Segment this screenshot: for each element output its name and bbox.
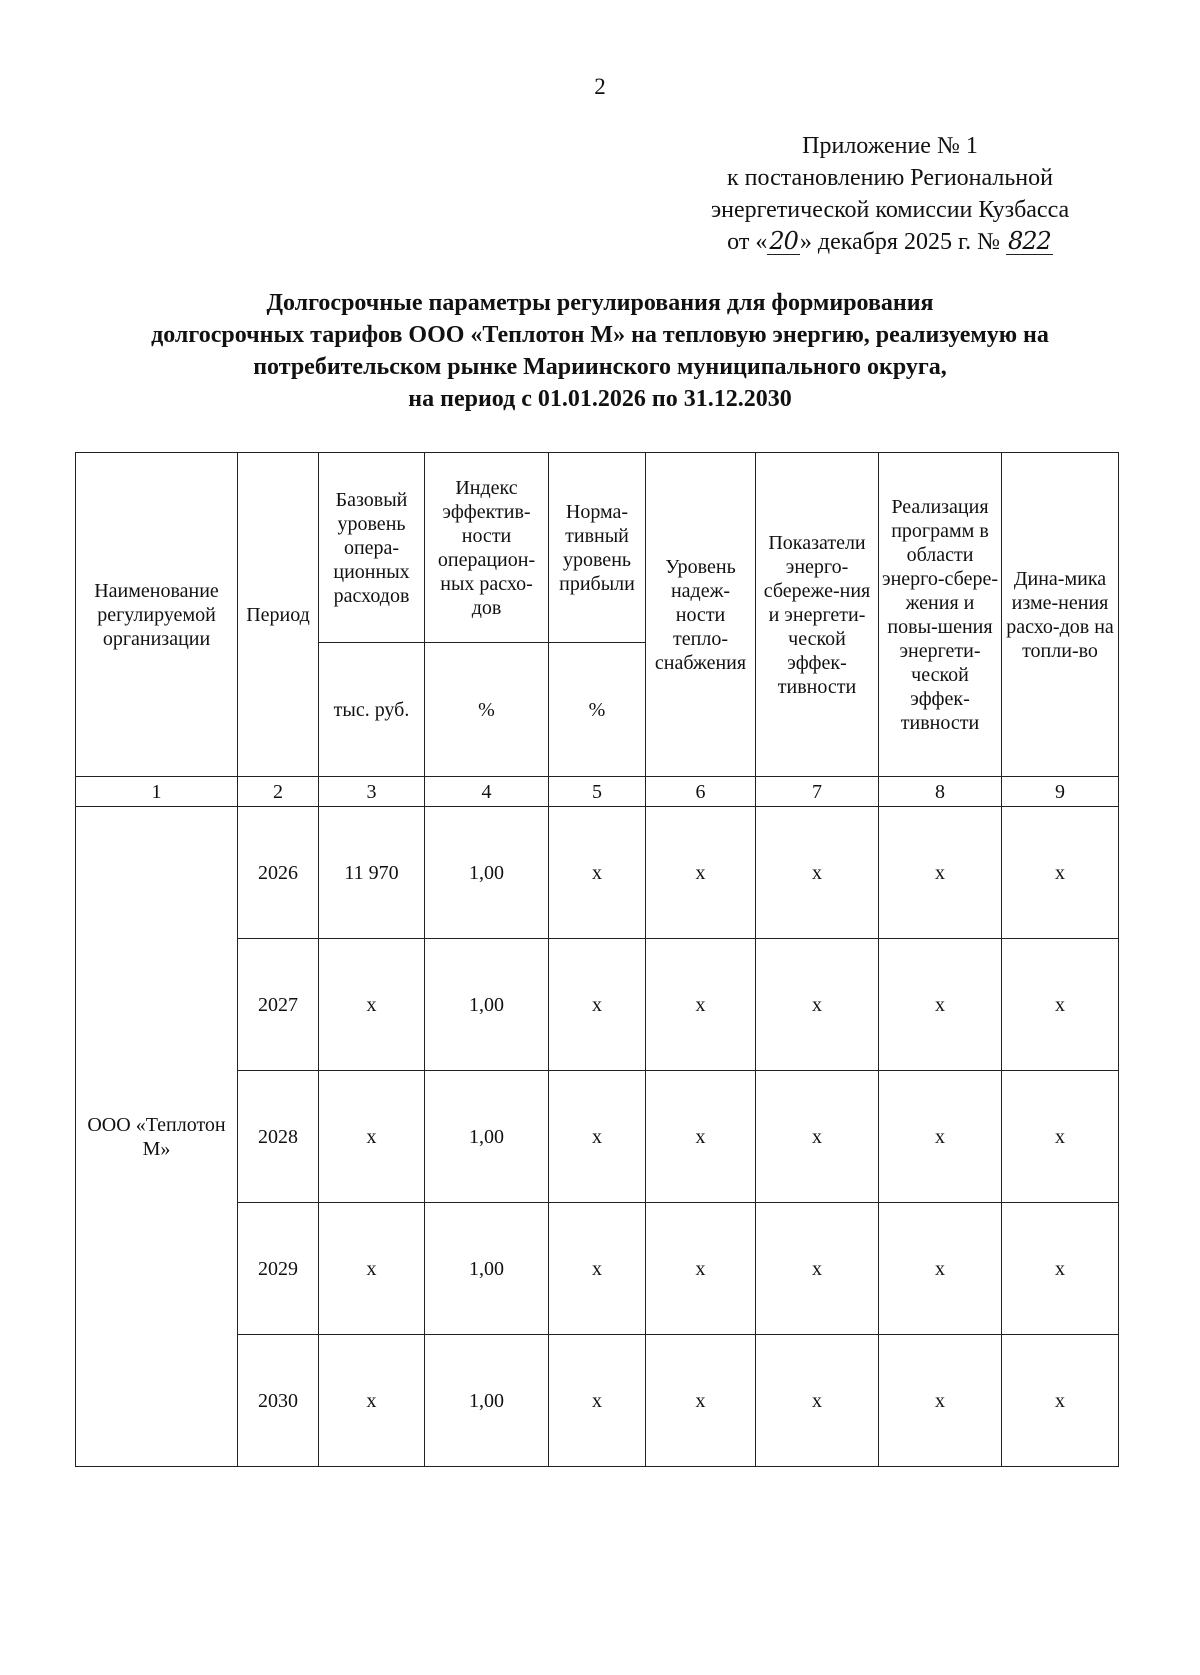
cell-reliability: х (646, 939, 756, 1071)
header-base-opex: Базовый уровень опера-ционных расходов (319, 453, 425, 643)
unit-efficiency-index: % (425, 643, 549, 777)
header-efficiency-index: Индекс эффектив-ности операцион-ных расхо-дов (425, 453, 549, 643)
handwritten-doc-number: 822 (1008, 227, 1051, 255)
cell-profit-level: х (549, 1203, 646, 1335)
title-line-2: долгосрочных тарифов ООО «Теплотон М» на тепловую энергию, реализуемую на (151, 322, 1049, 348)
cell-efficiency-index: 1,00 (425, 1203, 549, 1335)
cell-base-opex: х (319, 1335, 425, 1467)
header-profit-level: Норма-тивный уровень прибыли (549, 453, 646, 643)
date-middle: » декабря 2025 г. № (799, 229, 1000, 255)
header-programs: Реализация программ в области энерго-сбере-жения и повы-шения энергети-ческой эффек-тивности (879, 453, 1002, 777)
cell-profit-level: х (549, 807, 646, 939)
page-number: 2 (594, 74, 606, 99)
cell-profit-level: х (549, 1071, 646, 1203)
unit-base-opex: тыс. руб. (319, 643, 425, 777)
header-org: Наименование регулируемой организации (76, 453, 238, 777)
cell-energy-saving: х (756, 1203, 879, 1335)
appendix-date-line (670, 226, 1110, 258)
cell-fuel-dynamics: х (1002, 1071, 1119, 1203)
header-row (76, 453, 1119, 643)
cell-fuel-dynamics: х (1002, 939, 1119, 1071)
cell-base-opex: х (319, 1203, 425, 1335)
column-number: 5 (549, 777, 646, 807)
column-number: 8 (879, 777, 1002, 807)
cell-energy-saving: х (756, 1335, 879, 1467)
title-line-1: Долгосрочные параметры регулирования для формирования (266, 290, 934, 316)
appendix-line-2: к постановлению Региональной (727, 165, 1053, 191)
cell-efficiency-index: 1,00 (425, 807, 549, 939)
cell-programs: х (879, 1071, 1002, 1203)
cell-reliability: х (646, 1335, 756, 1467)
header-fuel-dynamics: Дина-мика изме-нения расхо-дов на топли-во (1002, 453, 1119, 777)
title-line-4: на период с 01.01.2026 по 31.12.2030 (408, 386, 792, 412)
cell-base-opex: х (319, 939, 425, 1071)
column-number: 1 (76, 777, 238, 807)
cell-period: 2026 (238, 807, 319, 939)
cell-profit-level: х (549, 939, 646, 1071)
regulation-parameters-table (75, 452, 1119, 1467)
cell-period: 2030 (238, 1335, 319, 1467)
cell-fuel-dynamics: х (1002, 807, 1119, 939)
title-line-3: потребительском рынке Мариинского муниципального округа, (253, 354, 947, 380)
cell-period: 2028 (238, 1071, 319, 1203)
cell-period: 2029 (238, 1203, 319, 1335)
cell-period: 2027 (238, 939, 319, 1071)
appendix-line-3: энергетической комиссии Кузбасса (710, 197, 1070, 223)
column-number: 6 (646, 777, 756, 807)
cell-reliability: х (646, 1071, 756, 1203)
cell-programs: х (879, 1203, 1002, 1335)
cell-base-opex: 11 970 (319, 807, 425, 939)
document-title (60, 287, 1140, 415)
cell-fuel-dynamics: х (1002, 1335, 1119, 1467)
header-energy-saving: Показатели энерго-сбереже-ния и энергети-ческой эффек-тивности (756, 453, 879, 777)
header-reliability: Уровень надеж-ности тепло-снабжения (646, 453, 756, 777)
cell-efficiency-index: 1,00 (425, 1071, 549, 1203)
column-number: 3 (319, 777, 425, 807)
table-row (76, 807, 1119, 939)
cell-energy-saving: х (756, 939, 879, 1071)
column-number: 7 (756, 777, 879, 807)
unit-profit-level: % (549, 643, 646, 777)
cell-programs: х (879, 939, 1002, 1071)
cell-reliability: х (646, 807, 756, 939)
cell-reliability: х (646, 1203, 756, 1335)
appendix-header (670, 130, 1110, 258)
organization-name: ООО «Теплотон М» (76, 807, 238, 1467)
cell-programs: х (879, 807, 1002, 939)
handwritten-day: 20 (769, 227, 798, 255)
cell-programs: х (879, 1335, 1002, 1467)
cell-efficiency-index: 1,00 (425, 1335, 549, 1467)
cell-base-opex: х (319, 1071, 425, 1203)
header-period: Период (238, 453, 319, 777)
cell-energy-saving: х (756, 1071, 879, 1203)
cell-efficiency-index: 1,00 (425, 939, 549, 1071)
date-prefix: от « (727, 229, 768, 255)
cell-energy-saving: х (756, 807, 879, 939)
column-number: 9 (1002, 777, 1119, 807)
cell-profit-level: х (549, 1335, 646, 1467)
appendix-line-1: Приложение № 1 (802, 133, 978, 159)
column-number: 4 (425, 777, 549, 807)
column-number: 2 (238, 777, 319, 807)
cell-fuel-dynamics: х (1002, 1203, 1119, 1335)
column-numbers-row (76, 777, 1119, 807)
